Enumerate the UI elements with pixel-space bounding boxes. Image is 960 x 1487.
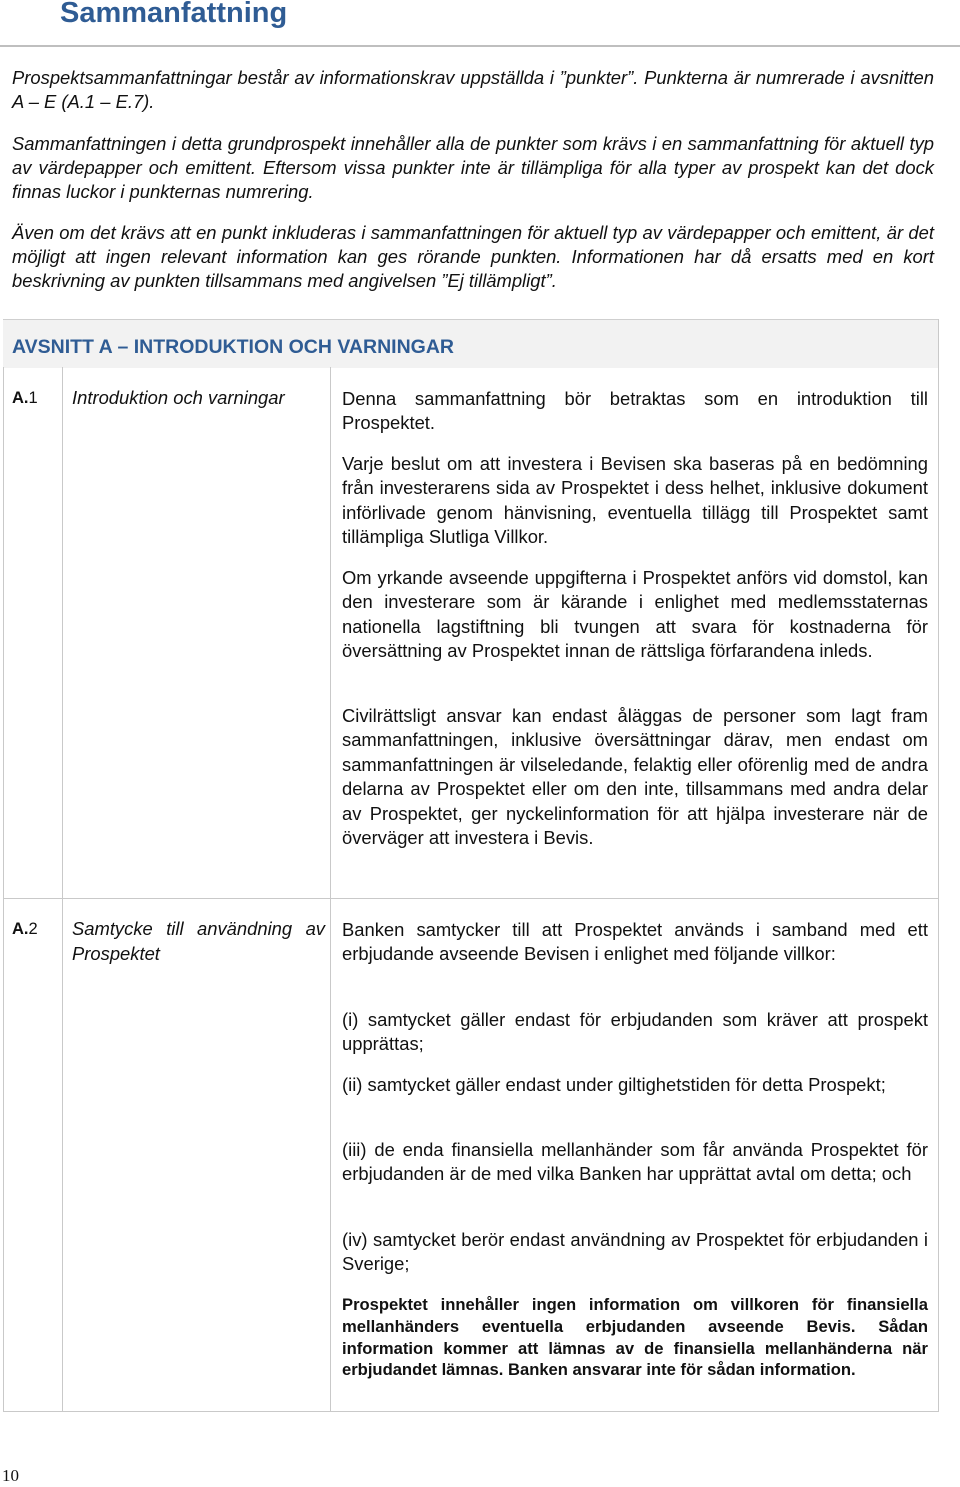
page-number: 10 bbox=[2, 1466, 19, 1485]
row-label: Introduktion och varningar bbox=[72, 387, 285, 408]
row-id: A.1 bbox=[12, 389, 38, 407]
section-header bbox=[3, 319, 938, 368]
table-column-divider bbox=[330, 367, 331, 1412]
row-paragraph: (iv) samtycket berör endast användning av Prospektet för erbjudanden i Sverige; bbox=[342, 1229, 928, 1275]
row-paragraph: Varje beslut om att investera i Bevisen ska baseras på en bedömning från investerarens sida av Prospektet i dess helhet, inklusive dokument införlivade genom hänvisning, eventuella tillägg till Prospektet samt tillämpliga Slutliga Villkor. bbox=[342, 453, 928, 548]
row-label: Samtycke till användning av Prospektet bbox=[72, 918, 325, 964]
intro-paragraph: Prospektsammanfattningar består av informationskrav uppställda i ”punkter”. Punkterna är numrerade i avsnitten A – E (A.1 – E.7). bbox=[12, 67, 934, 112]
section-title: AVSNITT A – INTRODUKTION OCH VARNINGAR bbox=[12, 336, 454, 358]
row-paragraph: Civilrättsligt ansvar kan endast åläggas de personer som lagt fram sammanfattningen, inklusive översättningar därav, men endast om sammanfattningen är vilseledande, felaktig eller oförenlig med de andra delarna av Prospektet eller om den inte, tillsammans med andra delar av Prospektet, ger nyckelinformation för att hjälpa investerare när de överväger att investera i Bevis. bbox=[342, 705, 928, 849]
row-paragraph: (i) samtycket gäller endast för erbjudanden som kräver att prospekt upprättas; bbox=[342, 1009, 928, 1055]
row-paragraph: Banken samtycker till att Prospektet används i samband med ett erbjudande avseende Bevisen i enlighet med följande villkor: bbox=[342, 919, 928, 965]
row-paragraph: (ii) samtycket gäller endast under giltighetstiden för detta Prospekt; bbox=[342, 1074, 886, 1095]
table-row-divider bbox=[3, 898, 939, 899]
intro-paragraph: Sammanfattningen i detta grundprospekt innehåller alla de punkter som krävs i en sammanfattning för aktuell typ av värdepapper och emittent. Eftersom vissa punkter inte är tillämpliga för alla typer av prospekt kan det dock finnas luckor i punkternas numrering. bbox=[12, 133, 934, 202]
page-title: Sammanfattning bbox=[60, 0, 288, 29]
row-paragraph: Prospektet innehåller ingen information om villkoren för finansiella mellanhänders eventuella erbjudanden avseende Bevis. Sådan information kommer att lämnas av de finansiella mellanhänderna när erbjudandet lämnas. Banken ansvarar inte för sådan information. bbox=[342, 1295, 928, 1380]
table-column-divider bbox=[62, 367, 63, 1412]
title-divider bbox=[0, 45, 960, 47]
row-id: A.2 bbox=[12, 920, 38, 938]
table-column-divider bbox=[938, 319, 939, 1412]
row-paragraph: Denna sammanfattning bör betraktas som en introduktion till Prospektet. bbox=[342, 388, 928, 434]
table-column-divider bbox=[3, 367, 4, 1412]
row-paragraph: (iii) de enda finansiella mellanhänder som får använda Prospektet för erbjudanden är de med vilka Banken har upprättat avtal om detta; och bbox=[342, 1139, 928, 1185]
intro-paragraph: Även om det krävs att en punkt inkluderas i sammanfattningen för aktuell typ av värdepapper och emittent, är det möjligt att ingen relevant information kan ges rörande punkten. Informationen har då ersatts med en kort beskrivning av punkten tillsammans med angivelsen ”Ej tillämpligt”. bbox=[12, 222, 934, 291]
row-paragraph: Om yrkande avseende uppgifterna i Prospektet anförs vid domstol, kan den investerare som är kärande i enlighet med medlemsstaternas nationella lagstiftning bli tvungen att svara för kostnaderna för översättning av Prospektet innan de rättsliga förfarandena inleds. bbox=[342, 567, 928, 662]
table-row-divider bbox=[3, 1411, 939, 1412]
